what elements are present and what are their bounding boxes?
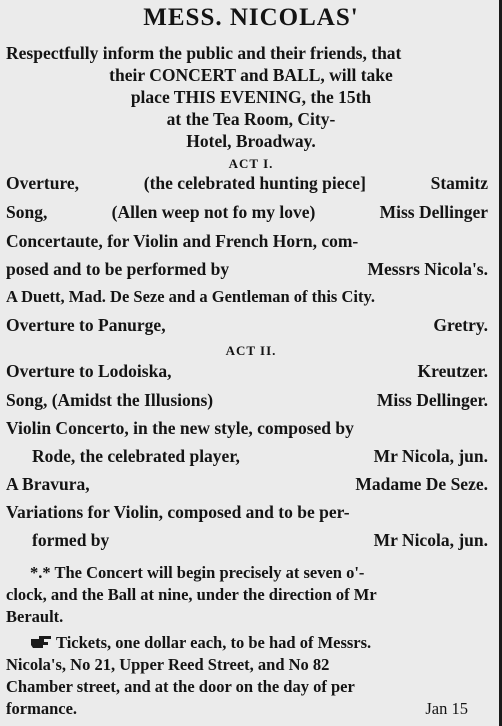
act1-item-4 bbox=[6, 258, 488, 280]
piece-title: Overture, bbox=[6, 173, 80, 193]
intro-line-3: place THIS EVENING, the 15th bbox=[130, 87, 372, 107]
performer: Miss Dellinger. bbox=[376, 390, 488, 410]
performer: Kreutzer. bbox=[417, 361, 488, 381]
piece-note: (Allen weep not fo my love) bbox=[111, 202, 316, 222]
act2-item-3: Violin Concerto, in the new style, composed by bbox=[6, 418, 354, 438]
intro-line-4: at the Tea Room, City- bbox=[166, 109, 336, 129]
performer: Madame De Seze. bbox=[355, 474, 488, 494]
performer: Mr Nicola, jun. bbox=[373, 446, 488, 466]
tickets-text: Tickets, one dollar each, to be had of Messrs. bbox=[56, 633, 372, 652]
tickets-text-end: formance. bbox=[6, 699, 78, 718]
piece-title: posed and to be performed by bbox=[6, 259, 230, 279]
piece-title: Overture to Lodoiska, bbox=[6, 361, 172, 381]
intro-line-5: Hotel, Broadway. bbox=[186, 131, 316, 151]
notice-line-1: *.* The Concert will begin precisely at seven o'- bbox=[30, 563, 365, 582]
intro-line-1: Respectfully inform the public and their friends, that bbox=[6, 43, 402, 63]
act2-item-7 bbox=[6, 529, 488, 551]
ad-date: Jan 15 bbox=[425, 699, 468, 718]
performer: Mr Nicola, jun. bbox=[373, 530, 488, 550]
act2-item-6: Variations for Violin, composed and to be per- bbox=[6, 502, 350, 522]
intro-line-2: their CONCERT and BALL, will take bbox=[109, 65, 393, 85]
performer: Stamitz bbox=[430, 173, 488, 193]
tickets-line-2: Nicola's, No 21, Upper Reed Street, and No 82 bbox=[6, 655, 330, 674]
piece-title: A Bravura, bbox=[6, 474, 90, 494]
act2-item-1 bbox=[6, 360, 488, 382]
act2-item-4 bbox=[6, 445, 488, 467]
tickets-line-3: Chamber street, and at the door on the day of per bbox=[6, 677, 355, 696]
act1-item-6 bbox=[6, 314, 488, 336]
tickets-line-4 bbox=[6, 698, 488, 720]
piece-title: Overture to Panurge, bbox=[6, 315, 166, 335]
tickets-line-1 bbox=[6, 632, 488, 654]
piece-note: (the celebrated hunting piece] bbox=[143, 173, 366, 193]
act1-item-1 bbox=[6, 172, 488, 194]
performer: Gretry. bbox=[433, 315, 488, 335]
act2-item-5 bbox=[6, 473, 488, 495]
ad-title: MESS. NICOLAS' bbox=[143, 4, 359, 31]
notice-line-2: clock, and the Ball at nine, under the direction of Mr bbox=[6, 585, 377, 604]
piece-title: Song, (Amidst the Illusions) bbox=[6, 390, 214, 410]
piece-title: Song, bbox=[6, 202, 48, 222]
act1-item-3: Concertaute, for Violin and French Horn, com- bbox=[6, 231, 359, 251]
piece-title: formed by bbox=[32, 530, 110, 550]
act2-item-2 bbox=[6, 389, 488, 411]
act1-item-2 bbox=[6, 201, 488, 223]
act-1-heading: ACT I. bbox=[228, 156, 274, 171]
act1-item-5: A Duett, Mad. De Seze and a Gentleman of this City. bbox=[6, 287, 375, 306]
performer: Messrs Nicola's. bbox=[367, 259, 488, 279]
pointing-hand-icon bbox=[30, 634, 52, 650]
performer: Miss Dellinger bbox=[379, 202, 488, 222]
piece-title: Rode, the celebrated player, bbox=[32, 446, 240, 466]
notice-line-3: Berault. bbox=[6, 607, 64, 626]
act-2-heading: ACT II. bbox=[225, 343, 277, 358]
